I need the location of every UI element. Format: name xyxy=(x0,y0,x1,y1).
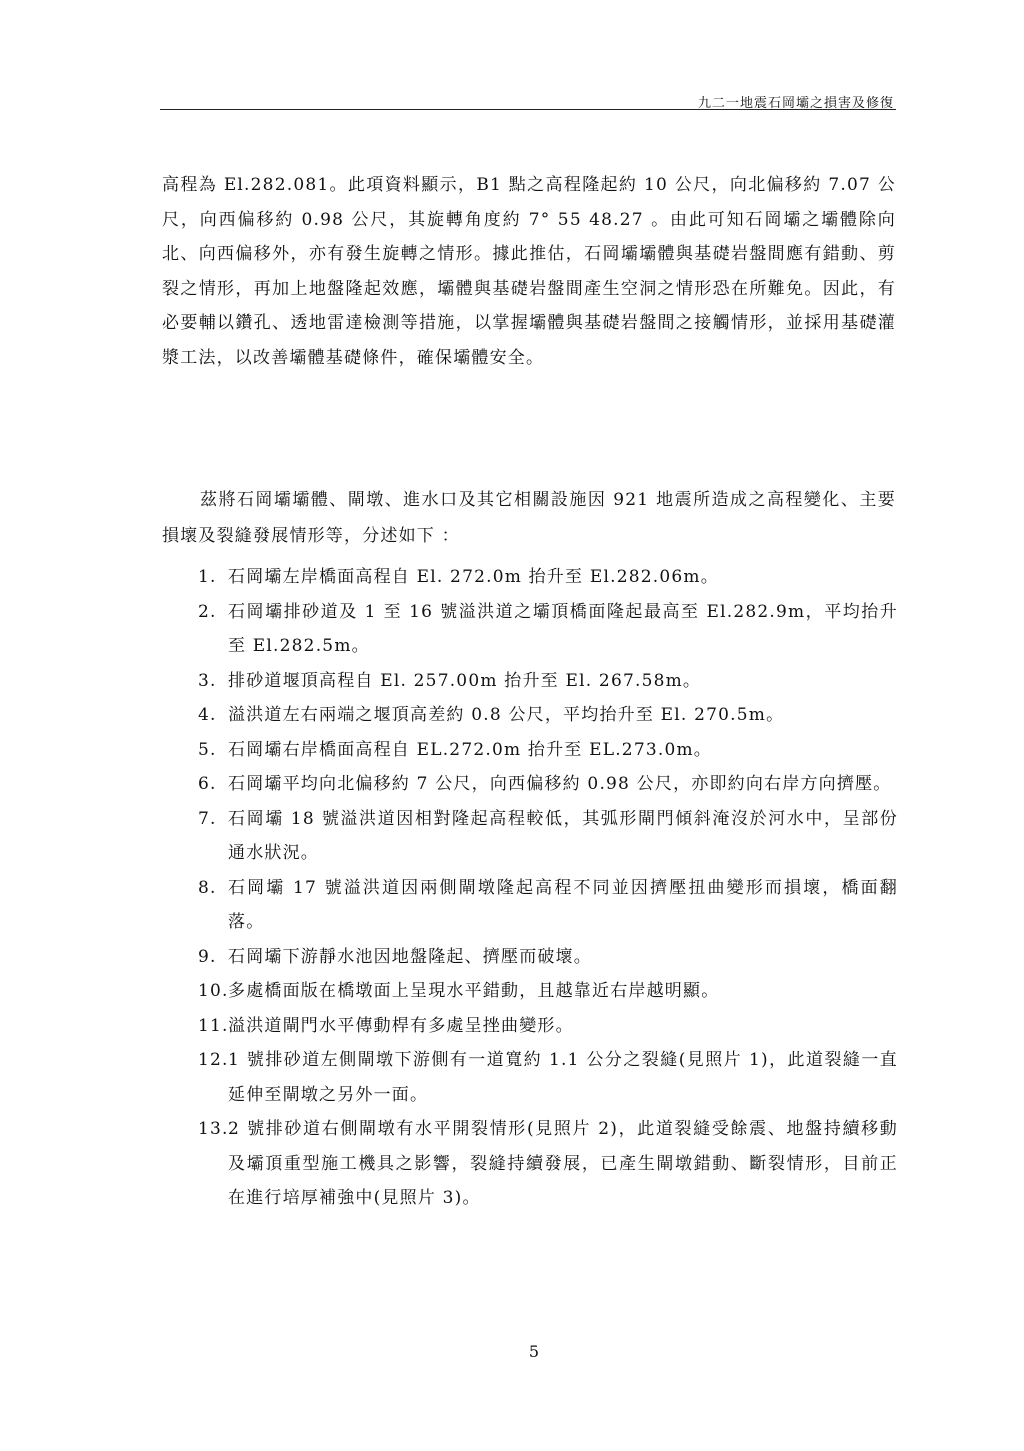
list-item-number: 12. xyxy=(198,1050,229,1070)
running-header-title: 九二一地震石岡壩之損害及修復 xyxy=(697,96,894,111)
list-item-text: 石岡壩左岸橋面高程自 El. 272.0m 抬升至 El.282.06m。 xyxy=(228,567,719,587)
list-item-number: 9. xyxy=(198,946,217,967)
list-item-number: 10. xyxy=(198,981,229,1001)
list-item-number: 1. xyxy=(198,567,217,587)
list-item-text: 石岡壩排砂道及 1 至 16 號溢洪道之壩頂橋面隆起最高至 El.282.9m，平均抬升至 El.282.5m。 xyxy=(228,601,898,656)
list-item-number: 13. xyxy=(198,1119,229,1139)
header-divider xyxy=(160,109,896,110)
list-item xyxy=(198,767,898,802)
list-item-text: 溢洪道左右兩端之堰頂高差約 0.8 公尺，平均抬升至 El. 270.5m。 xyxy=(228,705,785,725)
list-item-text: 多處橋面版在橋墩面上呈現水平錯動，且越靠近右岸越明顯。 xyxy=(228,981,720,1001)
list-item-number: 11. xyxy=(198,1015,229,1036)
list-item-text: 石岡壩平均向北偏移約 7 公尺，向西偏移約 0.98 公尺，亦即約向右岸方向擠壓。 xyxy=(228,774,892,794)
list-item-text: 石岡壩右岸橋面高程自 EL.272.0m 抬升至 EL.273.0m。 xyxy=(228,739,712,760)
list-item xyxy=(198,1112,898,1216)
list-item xyxy=(198,1009,898,1044)
list-item xyxy=(198,974,898,1009)
list-item xyxy=(198,871,898,940)
list-item-text: 石岡壩 18 號溢洪道因相對隆起高程較低，其弧形閘門傾斜淹沒於河水中，呈部份通水狀況。 xyxy=(228,808,898,863)
list-item-number: 5. xyxy=(198,739,217,760)
list-item-text: 溢洪道閘門水平傳動桿有多處呈挫曲變形。 xyxy=(228,1015,574,1036)
list-item xyxy=(198,664,898,699)
list-item-text: 石岡壩下游靜水池因地盤隆起、擠壓而破壞。 xyxy=(228,946,592,967)
list-item-number: 2. xyxy=(198,601,217,622)
damage-list xyxy=(198,560,898,1216)
list-item-number: 7. xyxy=(198,808,217,829)
list-item-text: 石岡壩 17 號溢洪道因兩側閘墩隆起高程不同並因擠壓扭曲變形而損壞，橋面翻落。 xyxy=(228,877,898,932)
list-item xyxy=(198,940,898,975)
list-item xyxy=(198,595,898,664)
list-item xyxy=(198,802,898,871)
list-item-number: 4. xyxy=(198,705,217,725)
list-item-text: 2 號排砂道右側閘墩有水平開裂情形(見照片 2)，此道裂縫受餘震、地盤持續移動及壩頂重型施工機具之影響，裂縫持續發展，已產生閘墩錯動、斷裂情形，目前正在進行培厚補強中(見照片 3)。 xyxy=(228,1119,898,1208)
list-item xyxy=(198,1043,898,1112)
intro-paragraph: 茲將石岡壩壩體、閘墩、進水口及其它相關設施因 921 地震所造成之高程變化、主要損壞及裂縫發展情形等，分述如下 ： xyxy=(162,490,896,546)
list-item xyxy=(198,733,898,768)
page-number: 5 xyxy=(528,1342,540,1361)
body-paragraph: 高程為 El.282.081。此項資料顯示，B1 點之高程隆起約 10 公尺，向北偏移約 7.07 公尺，向西偏移約 0.98 公尺，其旋轉角度約 7° 55 48.27 。由此可知石岡壩之壩體除向北、向西偏移外，亦有發生旋轉之情形。據此推估，石岡壩壩體與基礎岩盤間應有錯動、剪裂之情形，再加上地盤隆起效應，壩體與基礎岩盤間產生空洞之情形恐在所難免。因此，有必要輔以鑽孔、透地雷達檢測等措施，以掌握壩體與基礎岩盤間之接觸情形，並採用基礎灌漿工法，以改善壩體基礎條件，確保壩體安全。 xyxy=(162,175,896,368)
list-item-text: 1 號排砂道左側閘墩下游側有一道寬約 1.1 公分之裂縫(見照片 1)，此道裂縫一直延伸至閘墩之另外一面。 xyxy=(228,1050,898,1105)
list-item-number: 3. xyxy=(198,670,217,691)
list-item xyxy=(198,560,898,595)
list-item-number: 8. xyxy=(198,877,217,898)
list-item-number: 6. xyxy=(198,774,217,794)
list-item xyxy=(198,698,898,733)
list-item-text: 排砂道堰頂高程自 El. 257.00m 抬升至 El. 267.58m。 xyxy=(228,670,702,691)
